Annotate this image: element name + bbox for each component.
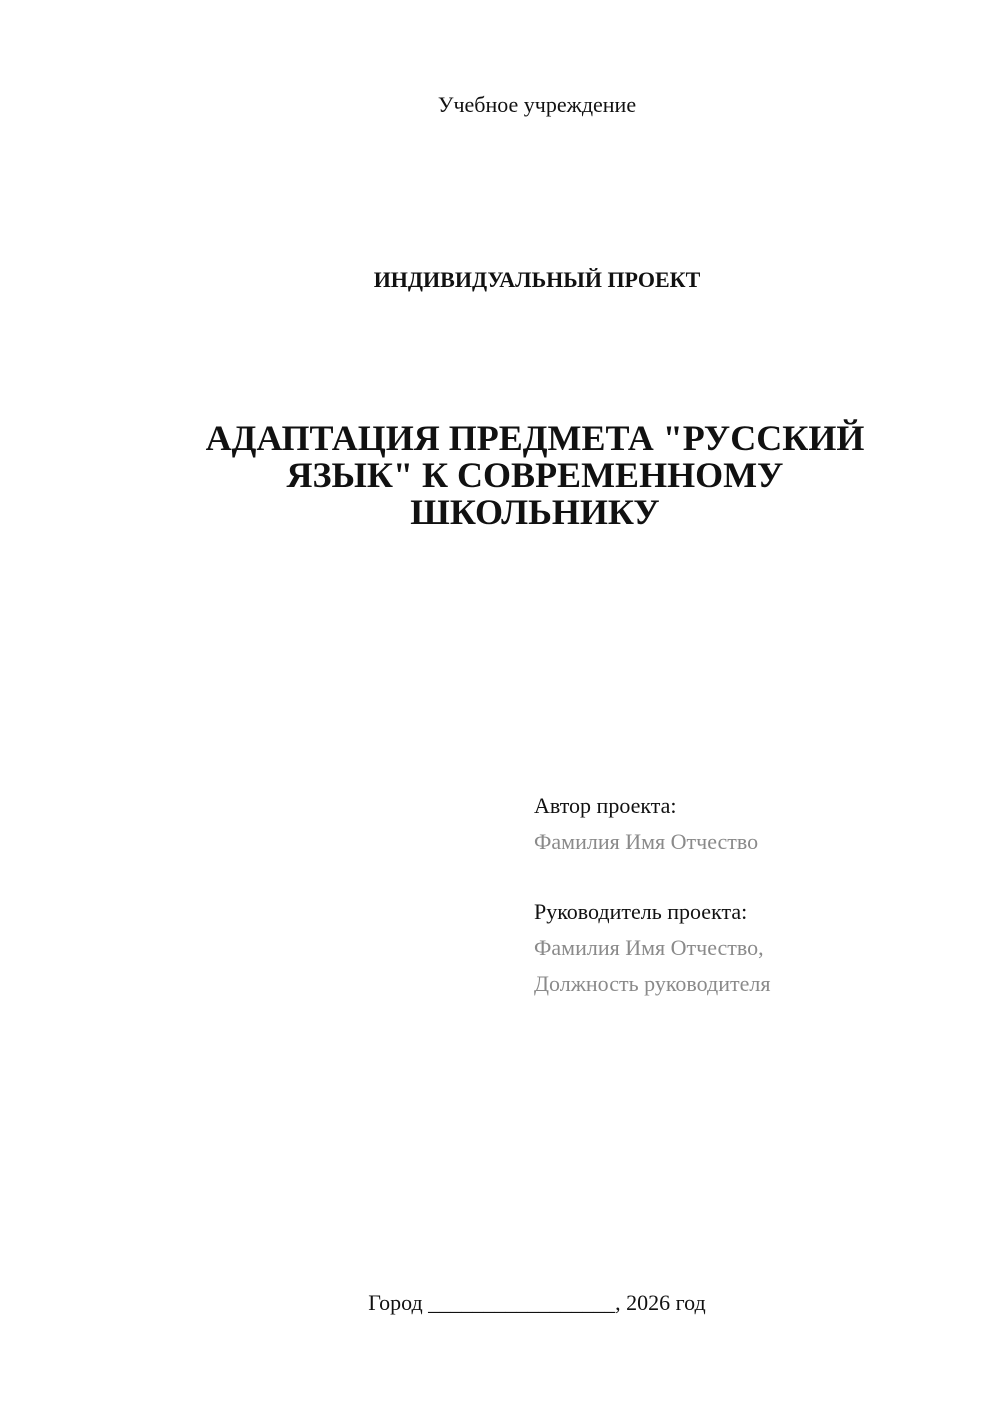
supervisor-name: Фамилия Имя Отчество, (534, 935, 764, 960)
project-title (160, 420, 910, 531)
author-label: Автор проекта: (534, 793, 677, 818)
city-year-footer: Город _________________, 2026 год (368, 1290, 706, 1315)
supervisor-position: Должность руководителя (534, 971, 771, 996)
supervisor-label: Руководитель проекта: (534, 899, 748, 924)
document-type-heading: ИНДИВИДУАЛЬНЫЙ ПРОЕКТ (373, 267, 701, 292)
project-title-line-1: АДАПТАЦИЯ ПРЕДМЕТА "РУССКИЙ (205, 418, 865, 458)
institution-name: Учебное учреждение (437, 92, 637, 117)
project-title-line-2: ЯЗЫК" К СОВРЕМЕННОМУ (286, 455, 784, 495)
credits-spacer (534, 860, 974, 894)
credits-block (534, 788, 974, 1002)
project-title-line-3: ШКОЛЬНИКУ (410, 492, 660, 532)
author-name: Фамилия Имя Отчество (534, 829, 759, 854)
